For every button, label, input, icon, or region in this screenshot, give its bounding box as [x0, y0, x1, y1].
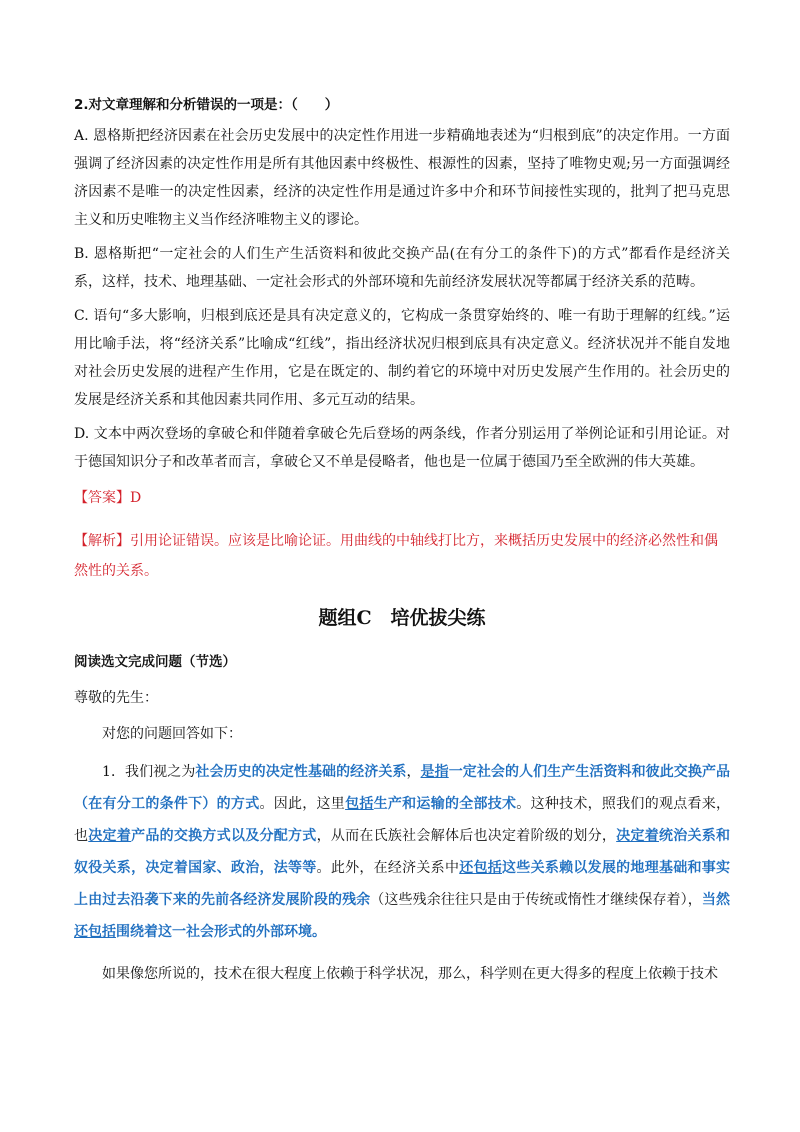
p1-s19: 当然	[701, 892, 730, 908]
p1-s04: 是指	[420, 764, 449, 780]
salutation: 尊敬的先生：	[74, 690, 158, 706]
p1-s11: 产品的交换方式以及分配方式	[131, 828, 317, 844]
option-a: A. 恩格斯把经济因素在社会历史发展中的决定性作用进一步精确地表述为“归根到底”的决定作用。一方面强调了经济因素的决定性作用是所有其他因素中终极性、根源性的因素，坚持了唯物史观;另一方面强调经济因素不是唯一的决定性因素，经济的决定性作用是通过许多中介和环节间接性实现的，批判了把马克思主义和历史唯物主义当作经济唯物主义的谬论。	[74, 128, 730, 228]
p1-s01: 1．我们视之为	[102, 764, 196, 780]
question-title: 2.对文章理解和分析错误的一项是：（ ）	[74, 97, 339, 113]
answer-label: 【答案】	[74, 490, 130, 506]
p1-s03: ，	[406, 764, 421, 780]
p1-s18: （这些残余往往只是由于传统或惰性才继续保存着），	[370, 892, 702, 908]
p1-s16: 还包括	[459, 860, 503, 876]
p1-s12: ，从而在氏族社会解体后也决定着阶级的划分，	[316, 828, 617, 844]
p1-s02: 社会历史的决定性基础的经济关系	[195, 764, 407, 780]
analysis	[74, 526, 730, 586]
p1-s20: 还包括	[74, 924, 116, 940]
option-c: C. 语句“多大影响，归根到底还是具有决定意义的，它构成一条贯穿始终的、唯一有助于理解的红线。”运用比喻手法，将“经济关系”比喻成“红线”，指出经济状况归根到底具有决定意义。经济状况并不能自发地对社会历史发展的进程产生作用，它是在既定的、制约着它的环境中对历史发展产生作用的。社会历史的发展是经济关系和其他因素共同作用、多元互动的结果。	[74, 308, 730, 408]
option-b: B. 恩格斯把“一定社会的人们生产生活资料和彼此交换产品(在有分工的条件下)的方式”都看作是经济关系，这样，技术、地理基础、一定社会形式的外部环境和先前经济发展状况等都属于经济关系的范畴。	[74, 246, 730, 290]
p1-s21: 围绕着这一社会形式的外部环境。	[116, 924, 326, 940]
paragraph-2: 如果像您所说的，技术在很大程度上依赖于科学状况，那么，科学则在更大得多的程度上依赖于技术	[102, 966, 718, 982]
p1-s07: 包括	[345, 796, 374, 812]
p1-s05: 一定社会的人们生产生活资料和彼此交换产品（在有分工的条件下）的方式	[74, 764, 731, 812]
p1-s17: 这些关系赖以发展的地理基础和事实上由过去沿袭下来的先前各经济发展阶段的残余	[74, 860, 731, 908]
p1-s13: 决定着	[616, 828, 659, 844]
p1-s06: 。因此，这里	[259, 796, 346, 812]
intro-line: 对您的问题回答如下：	[102, 726, 242, 742]
reading-subtitle: 阅读选文完成问题（节选）	[74, 654, 236, 670]
paragraph-1	[74, 756, 730, 948]
p1-s10: 决定着	[88, 828, 132, 844]
answer-value: D	[130, 490, 142, 506]
p1-s14: 统治关系和奴役关系，决定着国家、政治，法等等	[74, 828, 731, 876]
document-page	[74, 96, 730, 1000]
analysis-text: 引用论证错误。应该是比喻论证。用曲线的中轴线打比方，来概括历史发展中的经济必然性和偶然性的关系。	[74, 533, 718, 579]
p1-s15: 。此外，在经济关系中	[316, 860, 460, 876]
p1-s09: 。这种技术，照我们的观点看来，也	[74, 796, 731, 844]
analysis-label: 【解析】	[74, 533, 130, 549]
p1-s08: 生产和运输的全部技术	[373, 796, 517, 812]
answer	[74, 484, 730, 512]
section-title: 题组C 培优拔尖练	[318, 607, 486, 629]
option-d: D. 文本中两次登场的拿破仑和伴随着拿破仑先后登场的两条线，作者分别运用了举例论证和引用论证。对于德国知识分子和改革者而言，拿破仑又不单是侵略者，他也是一位属于德国乃至全欧洲的伟大英雄。	[74, 426, 730, 470]
